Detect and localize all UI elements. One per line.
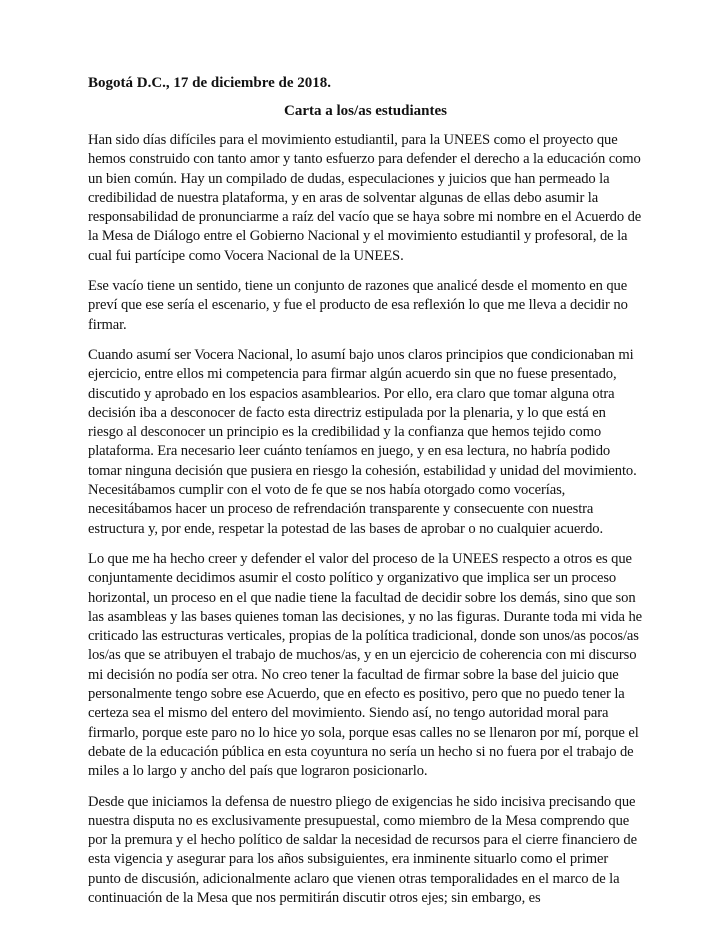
letter-paragraph-4: Lo que me ha hecho creer y defender el valor del proceso de la UNEES respecto a otros es que conjuntamente decidimos asumir el costo político y organizativo que implica ser un proceso horizontal, un proceso en el que nadie tiene la facultad de decidir sobre los demás, sino que son las asambleas y las bases quienes toman las decisiones, y no las figuras. Durante toda mi vida he criticado las estructuras verticales, propias de la política tradicional, donde son unos/as pocos/as los/as que se atribuyen el trabajo de muchos/as, y en un ejercicio de coherencia con mi discurso mi decisión no podía ser otra. No creo tener la facultad de firmar sobre la base del juicio que personalmente tengo sobre ese Acuerdo, que en efecto es positivo, pero que no puedo tener la certeza sea el mismo del entero del movimiento. Siendo así, no tengo autoridad moral para firmarlo, porque este paro no lo hice yo sola, porque esas calles no se llenaron por mí, porque el debate de la educación pública en esta coyuntura no sería un hecho si no fuera por el trabajo de miles a lo largo y ancho del país que lograron posicionarlo. — [88, 550, 643, 780]
letter-paragraph-1: Han sido días difíciles para el movimiento estudiantil, para la UNEES como el proyecto que hemos construido con tanto amor y tanto esfuerzo para defender el derecho a la educación como un bien común. Hay un compilado de dudas, especulaciones y juicios que han permeado la credibilidad de nuestra plataforma, y en aras de solventar algunas de ellas debo asumir la responsabilidad de pronunciarme a raíz del vacío que se haya sobre mi nombre en el Acuerdo de la Mesa de Diálogo entre el Gobierno Nacional y el movimiento estudiantil y profesoral, de la cual fui partícipe como Vocera Nacional de la UNEES. — [88, 132, 642, 264]
letter-paragraph-5: Desde que iniciamos la defensa de nuestro pliego de exigencias he sido incisiva precisando que nuestra disputa no es exclusivamente presupuestal, como miembro de la Mesa comprendo que por la premura y el hecho político de saldar la necesidad de recursos para el cierre financiero de esta vigencia y asegurar para los años subsiguientes, era inminente situarlo como el primer punto de discusión, adicionalmente aclaro que vienen otras temporalidades en el marco de la continuación de la Mesa que nos permitirán discutir otros ejes; sin embargo, es — [88, 793, 637, 906]
letter-paragraph-2: Ese vacío tiene un sentido, tiene un conjunto de razones que analicé desde el momento en que preví que ese sería el escenario, y fue el producto de esa reflexión lo que me lleva a decidir no firmar. — [88, 278, 628, 333]
letter-title: Carta a los/as estudiantes — [284, 103, 447, 119]
letter-dateline: Bogotá D.C., 17 de diciembre de 2018. — [88, 75, 332, 91]
letter-page — [88, 73, 643, 919]
letter-paragraph-3: Cuando asumí ser Vocera Nacional, lo asumí bajo unos claros principios que condicionaban mi ejercicio, entre ellos mi competencia para firmar algún acuerdo sin que no fuese presentado, discutido y aprobado en los espacios asamblearios. Por ello, era claro que tomar alguna otra decisión iba a desconocer de facto esta directriz estipulada por la plenaria, y lo que está en riesgo al desconocer un principio es la credibilidad y la confianza que hemos tejido como plataforma. Era necesario leer cuánto teníamos en juego, y en esa lectura, no habría podido tomar ninguna decisión que pusiera en riesgo la cohesión, estabilidad y unidad del movimiento. Necesitábamos cumplir con el voto de fe que se nos había otorgado como vocerías, necesitábamos hacer un proceso de refrendación transparente y consecuente con nuestra estructura y, por ende, respetar la potestad de las bases de aprobar o no cualquier acuerdo. — [88, 346, 637, 537]
